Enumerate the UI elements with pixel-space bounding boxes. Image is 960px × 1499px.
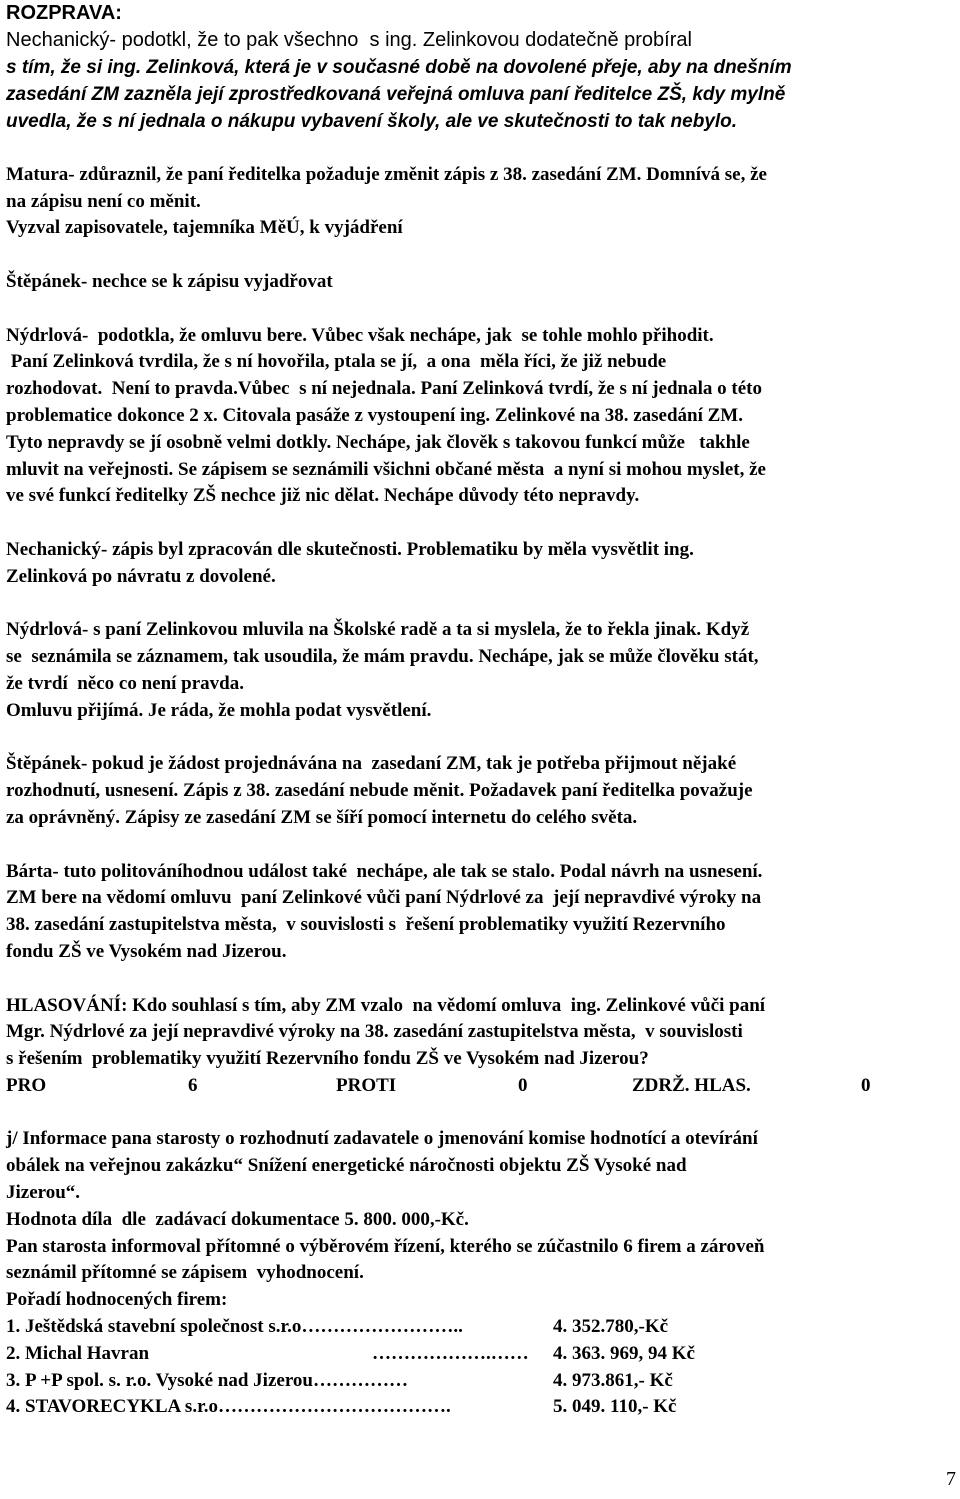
paragraph-nydrlova-1	[6, 323, 958, 511]
paragraph-j	[6, 1126, 958, 1314]
firm-dots: ……………….……	[372, 1342, 529, 1364]
text-line: Nýdrlová- s paní Zelinkovou mluvila na Školské radě a ta si myslela, že to řekla jinak. Když	[6, 619, 750, 641]
text-line: seznámil přítomné se zápisem vyhodnocení.	[6, 1262, 364, 1284]
text-line: za oprávněný. Zápisy ze zasedání ZM se šíří pomocí internetu do celého světa.	[6, 806, 638, 828]
firm-row	[6, 1368, 958, 1395]
text-line: fondu ZŠ ve Vysokém nad Jizerou.	[6, 940, 287, 962]
firm-row	[6, 1394, 958, 1421]
vote-zdrz-value: 0	[861, 1074, 871, 1096]
intro-paragraph	[6, 54, 958, 135]
heading: ROZPRAVA:	[6, 2, 122, 24]
firm-name: 2. Michal Havran	[6, 1342, 150, 1364]
text-line: HLASOVÁNÍ: Kdo souhlasí s tím, aby ZM vzalo na vědomí omluva ing. Zelinkové vůči paní	[6, 994, 766, 1016]
vote-result	[6, 1073, 958, 1100]
firm-list	[6, 1314, 958, 1421]
text-line: na zápisu není co měnit.	[6, 190, 201, 212]
paragraph-matura	[6, 162, 958, 242]
text-line: uvedla, že s ní jednala o nákupu vybavení školy, ale ve skutečnosti to tak nebylo.	[6, 111, 738, 132]
firm-name: 4. STAVORECYKLA s.r.o……………………………….	[6, 1396, 451, 1418]
text-line: Pořadí hodnocených firem:	[6, 1289, 228, 1311]
firm-price: 4. 352.780,-Kč	[553, 1316, 669, 1338]
paragraph-barta	[6, 859, 958, 966]
text-line: Omluvu přijímá. Je ráda, že mohla podat vysvětlení.	[6, 699, 432, 721]
vote-proti-label: PROTI	[336, 1074, 397, 1096]
text-line: zasedání ZM zazněla její zprostředkovaná veřejná omluva paní ředitelce ZŠ, kdy mylně	[6, 84, 786, 105]
text-line: Pan starosta informoval přítomné o výběrovém řízení, kterého se zúčastnilo 6 firem a zároveň	[6, 1235, 765, 1257]
text-line: Zelinková po návratu z dovolené.	[6, 565, 276, 587]
text-line: Vyzval zapisovatele, tajemníka MěÚ, k vyjádření	[6, 217, 403, 239]
text-line: s řešením problematiky využití Rezervního fondu ZŠ ve Vysokém nad Jizerou?	[6, 1048, 649, 1070]
text-line: rozhodnutí, usnesení. Zápis z 38. zasedání nebude měnit. Požadavek paní ředitelka považuje	[6, 780, 753, 802]
vote-pro-label: PRO	[6, 1074, 47, 1096]
document-page	[6, 0, 958, 1421]
text-line: j/ Informace pana starosty o rozhodnutí zadavatele o jmenování komise hodnotící a otevírání	[6, 1128, 758, 1150]
text-line: Matura- zdůraznil, že paní ředitelka požaduje změnit zápis z 38. zasedání ZM. Domnívá se, že	[6, 163, 767, 185]
vote-pro-value: 6	[188, 1074, 198, 1096]
text-line: 38. zasedání zastupitelstva města, v souvislosti s řešení problematiky využití Rezervního	[6, 914, 726, 936]
text-line: rozhodovat. Není to pravda.Vůbec s ní nejednala. Paní Zelinková tvrdí, že s ní jednala o této	[6, 378, 762, 400]
firm-price: 4. 363. 969, 94 Kč	[553, 1342, 695, 1364]
text-line: Nechanický- zápis byl zpracován dle skutečnosti. Problematiku by měla vysvětlit ing.	[6, 538, 694, 560]
text-line: Tyto nepravdy se jí osobně velmi dotkly. Nechápe, jak člověk s takovou funkcí může takhle	[6, 431, 750, 453]
page-number: 7	[946, 1468, 956, 1490]
text-line: Jizerou“.	[6, 1182, 81, 1204]
text-line: ve své funkcí ředitelky ZŠ nechce již nic dělat. Nechápe důvody této nepravdy.	[6, 485, 640, 507]
text-line: Mgr. Nýdrlové za její nepravdivé výroky na 38. zasedání zastupitelstva města, v souvislosti	[6, 1021, 743, 1043]
firm-row	[6, 1341, 958, 1368]
firm-name: 1. Ještědská stavební společnost s.r.o……………………..	[6, 1316, 463, 1338]
text-line: Paní Zelinková tvrdila, že s ní hovořila, ptala se jí, a ona měla říci, že již nebude	[6, 351, 667, 373]
vote-proti-value: 0	[518, 1074, 528, 1096]
firm-name: 3. P +P spol. s. r.o. Vysoké nad Jizerou……………	[6, 1369, 408, 1391]
text-line: Štěpánek- pokud je žádost projednávána na zasedaní ZM, tak je potřeba přijmout nějaké	[6, 753, 737, 775]
paragraph-nechanicky-2	[6, 537, 958, 591]
firm-price: 4. 973.861,- Kč	[553, 1369, 673, 1391]
paragraph-nydrlova-2	[6, 617, 958, 724]
firm-row	[6, 1314, 958, 1341]
text-line: mluvit na veřejnosti. Se zápisem se seznámili všichni občané města a nyní si mohou myslet, že	[6, 458, 766, 480]
paragraph-stepanek-2	[6, 751, 958, 831]
text-line: problematice dokonce 2 x. Citovala pasáže z vystoupení ing. Zelinkové na 38. zasedání ZM.	[6, 404, 743, 426]
text-line: se seznámila se záznamem, tak usoudila, že mám pravdu. Nechápe, jak se může člověku stát,	[6, 646, 759, 668]
paragraph-hlasovani	[6, 993, 958, 1073]
firm-price: 5. 049. 110,- Kč	[553, 1396, 677, 1418]
paragraph-stepanek-1: Štěpánek- nechce se k zápisu vyjadřovat	[6, 270, 333, 292]
vote-zdrz-label: ZDRŽ. HLAS.	[632, 1074, 751, 1096]
text-line: ZM bere na vědomí omluvu paní Zelinkové vůči paní Nýdrlové za její nepravdivé výroky na	[6, 887, 762, 909]
text-line: Bárta- tuto politováníhodnou událost také nechápe, ale tak se stalo. Podal návrh na usnesení.	[6, 860, 763, 882]
text-line: Nýdrlová- podotkla, že omluvu bere. Vůbec však nechápe, jak se tohle mohlo přihodit.	[6, 324, 714, 346]
text-line: obálek na veřejnou zakázku“ Snížení energetické náročnosti objektu ZŠ Vysoké nad	[6, 1155, 687, 1177]
text-line: že tvrdí něco co není pravda.	[6, 672, 245, 694]
text-line: Hodnota díla dle zadávací dokumentace 5. 800. 000,-Kč.	[6, 1208, 469, 1230]
text-line: s tím, že si ing. Zelinková, která je v současné době na dovolené přeje, aby na dnešním	[6, 57, 792, 78]
intro-line: Nechanický- podotkl, že to pak všechno s ing. Zelinkovou dodatečně probíral	[6, 29, 692, 51]
